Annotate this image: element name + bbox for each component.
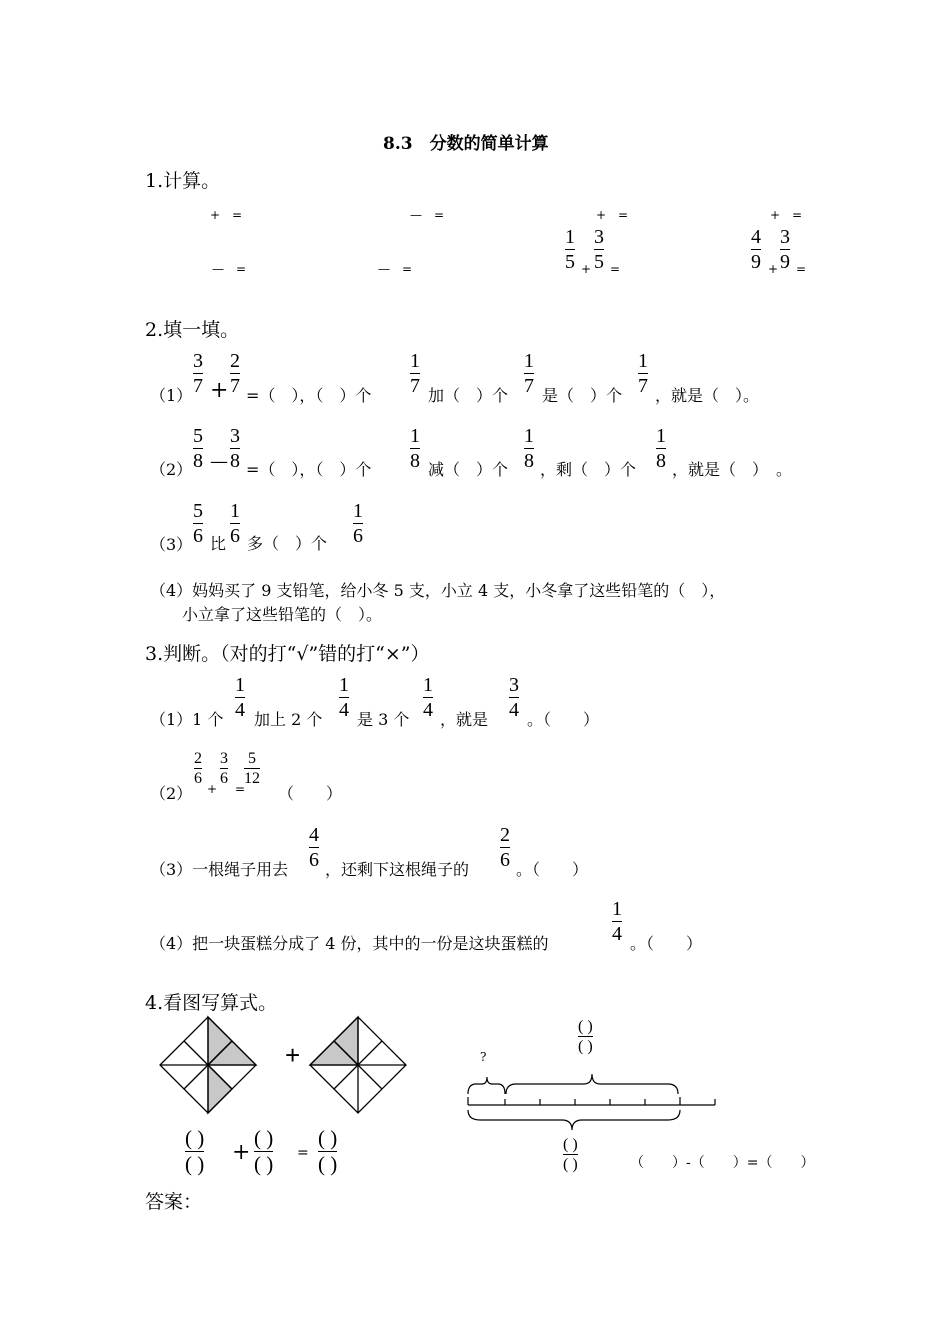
fraction: 1 8	[410, 425, 420, 472]
fraction: 1 8	[524, 425, 534, 472]
q3-3-label: （3）一根绳子用去	[150, 860, 289, 879]
q3-1-text-2: 是 3 个	[357, 710, 410, 729]
fraction: 4 9	[751, 226, 761, 273]
q1-expr-3: + =	[596, 208, 629, 222]
section-2-heading: 2.填一填。	[145, 319, 240, 341]
fraction: 3 8	[230, 425, 240, 472]
section-3-heading: 3.判断。（对的打“√”错的打“×”）	[145, 643, 430, 665]
q1-expr-2: — =	[410, 208, 445, 222]
q3-1-text-4: 。（ ）	[527, 710, 600, 729]
equals-sign: =	[796, 262, 807, 276]
section-1-heading: 1.计算。	[145, 170, 221, 192]
q2-4-line-1: （4）妈妈买了 9 支铅笔，给小冬 5 支，小立 4 支，小冬拿了这些铅笔的（ ），	[150, 581, 726, 600]
fraction: 5 12	[244, 750, 260, 787]
fraction: 3 4	[509, 674, 519, 721]
number-line-diagram	[460, 1070, 725, 1140]
equals-sign: =	[297, 1145, 309, 1161]
fraction: 1 5	[565, 226, 575, 273]
blank-fraction: ( ) ( )	[318, 1126, 338, 1176]
q3-2-label: （2）	[150, 784, 193, 803]
q1-expr-4: + =	[770, 208, 803, 222]
fraction: 1 7	[638, 350, 648, 397]
fraction: 3 5	[594, 226, 604, 273]
fraction: 1 6	[230, 500, 240, 547]
q3-4-label: （4）把一块蛋糕分成了 4 份，其中的一份是这块蛋糕的	[150, 934, 549, 953]
minus-sign: —	[210, 451, 228, 472]
equals-sign: =	[235, 782, 246, 796]
q3-1-text-3: ，就是	[440, 710, 489, 729]
plus-sign: +	[207, 782, 218, 796]
q2-3-text-2: 多（ ）个	[247, 534, 328, 553]
q2-1-text-4: ，就是（ ）。	[655, 386, 760, 405]
q3-1-text-1: 加上 2 个	[254, 710, 323, 729]
q2-3-label: （3）	[150, 535, 193, 554]
plus-sign: +	[232, 1140, 251, 1165]
fraction: 1 4	[423, 674, 433, 721]
q2-3-text-1: 比	[210, 534, 227, 553]
q2-2-text-2: 减（ ）个	[428, 460, 509, 479]
fraction: 1 7	[410, 350, 420, 397]
q2-2-label: （2）	[150, 460, 193, 479]
plus-sign: +	[581, 262, 592, 276]
fraction: 1 6	[353, 500, 363, 547]
fraction: 1 4	[235, 674, 245, 721]
section-4-heading: 4.看图写算式。	[145, 992, 278, 1014]
fraction: 1 7	[524, 350, 534, 397]
q1-expr-1: + =	[210, 208, 243, 222]
plus-sign: +	[210, 378, 229, 403]
fraction: 2 6	[194, 750, 202, 787]
fraction: 3 6	[220, 750, 228, 787]
q3-2-answer: （ ）	[278, 784, 343, 803]
q3-3-text-1: ，还剩下这根绳子的	[325, 860, 470, 879]
q2-4-line-2: 小立拿了这些铅笔的（ ）。	[182, 605, 383, 624]
q2-2-text-1: =（ ），（ ）个	[246, 460, 372, 479]
diamond-right	[310, 1017, 406, 1113]
fraction: 2 7	[230, 350, 240, 397]
q2-2-text-3: ，剩（ ）个	[540, 460, 637, 479]
fraction: 5 8	[193, 425, 203, 472]
q3-1-label: （1）1 个	[150, 710, 224, 729]
blank-fraction: ( ) ( )	[563, 1136, 578, 1173]
blank-fraction: ( ) ( )	[254, 1126, 274, 1176]
q1-expr-5: — =	[212, 262, 247, 276]
fraction: 3 9	[780, 226, 790, 273]
q2-1-label: （1）	[150, 386, 193, 405]
fraction: 3 7	[193, 350, 203, 397]
q3-4-text-1: 。（ ）	[630, 934, 703, 953]
q2-2-text-4: ，就是（ ） 。	[672, 460, 793, 479]
q1-expr-6: — =	[378, 262, 413, 276]
question-mark: ?	[480, 1050, 487, 1064]
fraction: 5 6	[193, 500, 203, 547]
plus-sign: +	[285, 1040, 301, 1070]
answer-label: 答案：	[145, 1191, 203, 1213]
fraction: 1 4	[612, 898, 622, 945]
fraction: 1 4	[339, 674, 349, 721]
diamond-left	[160, 1017, 256, 1113]
equals-sign: =	[610, 262, 621, 276]
page-title: 8.3 分数的简单计算	[383, 134, 549, 154]
plus-sign: +	[768, 262, 779, 276]
q2-1-text-1: =（ ），（ ）个	[246, 386, 372, 405]
blank-fraction: ( ) ( )	[185, 1126, 205, 1176]
q2-1-text-2: 加（ ）个	[428, 386, 509, 405]
fraction: 1 8	[656, 425, 666, 472]
q2-1-text-3: 是（ ）个	[542, 386, 623, 405]
q3-3-text-2: 。（ ）	[516, 860, 589, 879]
subtraction-expression: （ ）-（ ）=（ ）	[630, 1155, 815, 1171]
fraction: 2 6	[500, 824, 510, 871]
fraction: 4 6	[309, 824, 319, 871]
blank-fraction: ( ) ( )	[578, 1018, 593, 1055]
